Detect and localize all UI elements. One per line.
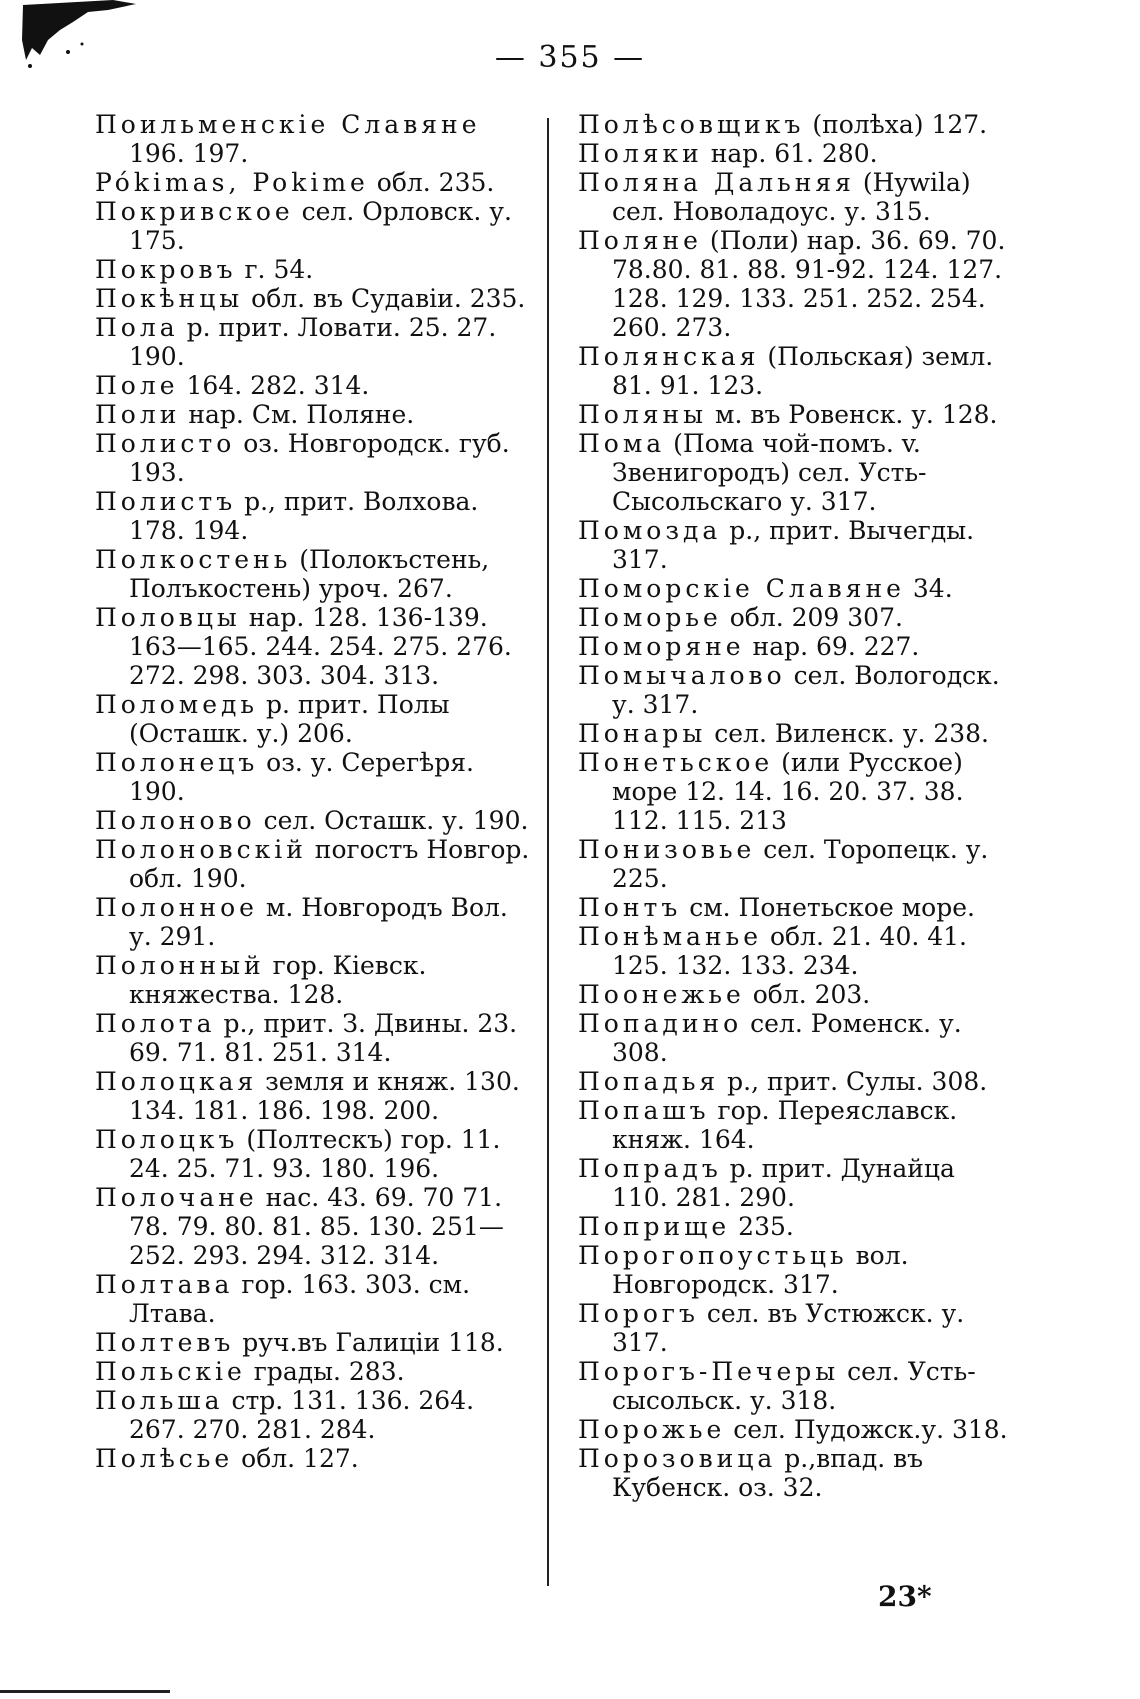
index-entry-references: земля и княж. 130. 134. 181. 186. 198. 200. [129,1067,520,1125]
index-entry [578,516,1008,574]
index-entry-headword: Полоцкая [95,1067,258,1096]
index-entry [578,719,1008,748]
index-entry [95,197,535,255]
index-entry-references: обл. въ Судавіи. 235. [243,284,526,313]
index-entry [95,400,535,429]
index-entry-references: (Поли) нар. 36. 69. 70. 78.80. 81. 88. 91-92. 124. 127. 128. 129. 133. 251. 252. 254. 260. 273. [612,226,1006,342]
index-entry-references: см. Понетьское море. [681,893,975,922]
index-entry-headword: Попадино [578,1009,743,1038]
index-entry-headword: Понетьское [578,748,774,777]
index-entry [95,806,535,835]
index-entry [578,632,1008,661]
index-entry-references: (Пома чой-помъ. v. Звенигородъ) сел. Усть-Сысольскаго у. 317. [612,429,927,516]
index-entry-references: р., прит. З. Двины. 23. 69. 71. 81. 251. 314. [129,1009,518,1067]
index-entry [95,748,535,806]
index-entry [578,1415,1008,1444]
index-entry-headword: Польша [95,1386,224,1415]
index-entry-references: р., прит. Волхова. 178. 194. [129,487,479,545]
index-entry [578,110,1008,139]
index-entry-references: нар. 69. 227. [744,632,920,661]
index-entry-headword: Полоновскій [95,835,307,864]
index-entry-references: сел. Вологодск. у. 317. [612,661,1000,719]
index-entry [95,371,535,400]
index-entry-headword: Поляки [578,139,703,168]
index-entry-headword: Полоцкъ [95,1125,239,1154]
index-entry-headword: Поморскіе Славяне [578,574,905,603]
index-entry-headword: Понизовье [578,835,756,864]
index-entry [95,951,535,1009]
page-number: — 355 — [494,40,646,75]
index-entry-references: р. прит. Ловати. 25. 27. 190. [129,313,497,371]
index-entry [95,1386,535,1444]
index-entry-references: сел. Роменск. у. 308. [612,1009,962,1067]
index-entry-headword: Полтевъ [95,1328,235,1357]
column-divider [547,118,549,1586]
index-entry-references: сел. Усть-сысольск. у. 318. [612,1357,976,1415]
index-entry-references: гор. 163. 303. см. Лтава. [129,1270,471,1328]
index-entry-headword: Полонецъ [95,748,259,777]
index-entry-headword: Поломедь [95,690,259,719]
index-entry-headword: Поильменскіе Славяне [95,110,481,139]
index-entry [578,400,1008,429]
index-entry [578,168,1008,226]
index-entry-references: р.,впад. въ Кубенск. оз. 32. [612,1444,924,1502]
index-entry-references: (Польская) земл. 81. 91. 123. [612,342,994,400]
index-entry [95,168,535,197]
index-entry-references: (полѣха) 127. [804,110,988,139]
index-entry [578,1357,1008,1415]
index-entry-headword: Полонное [95,893,258,922]
index-entry-headword: Полонный [95,951,265,980]
index-entry-references: оз. Новгородск. губ. 193. [129,429,510,487]
index-entry [95,1183,535,1270]
index-entry-headword: Поприще [578,1212,731,1241]
index-entry-references: стр. 131. 136. 264. 267. 270. 281. 284. [129,1386,475,1444]
index-entry [578,893,1008,922]
index-entry [95,893,535,951]
index-entry [95,284,535,313]
index-entry [95,690,535,748]
index-entry-references: сел. Осташк. у. 190. [255,806,529,835]
index-entry [578,1212,1008,1241]
index-entry [95,313,535,371]
index-entry-headword: Помычалово [578,661,786,690]
index-entry [578,1096,1008,1154]
index-entry-references: р. прит. Полы (Осташк. у.) 206. [129,690,450,748]
index-entry [95,1270,535,1328]
index-entry-references: р., прит. Вычегды. 317. [612,516,975,574]
index-entry-headword: Поонежье [578,980,745,1009]
index-entry [578,922,1008,980]
index-entry [578,226,1008,342]
index-entry-references: обл. 127. [233,1444,359,1473]
index-entry [578,574,1008,603]
index-entry-headword: Понтъ [578,893,682,922]
index-entry-headword: Попрадъ [578,1154,722,1183]
index-entry [95,487,535,545]
index-entry-references: г. 54. [236,255,314,284]
index-entry-headword: Порогъ [578,1299,699,1328]
index-entry-references: (Hywila) сел. Новоладоус. у. 315. [612,168,971,226]
index-entry-references: обл. 203. [744,980,871,1009]
index-column-left [95,110,535,1473]
index-entry [578,1241,1008,1299]
index-entry-headword: Понары [578,719,707,748]
index-entry [578,603,1008,632]
index-entry [95,255,535,284]
index-entry-headword: Поляна Дальняя [578,168,855,197]
index-entry-references: гор. Кіевск. княжества. 128. [129,951,427,1009]
index-entry-references: нар. 61. 280. [702,139,878,168]
index-entry-headword: Полота [95,1009,216,1038]
index-entry-headword: Попадья [578,1067,720,1096]
index-entry [578,748,1008,835]
index-entry-references: сел. Пудожск.у. 318. [725,1415,1008,1444]
index-entry-references: погостъ Новгор. обл. 190. [129,835,530,893]
index-entry-references: (Полтескъ) гор. 11. 24. 25. 71. 93. 180. 196. [129,1125,501,1183]
index-entry [95,1067,535,1125]
index-entry [95,603,535,690]
index-entry-headword: Пола [95,313,179,342]
index-entry [578,1009,1008,1067]
index-entry [578,429,1008,516]
index-entry-headword: Поморяне [578,632,745,661]
index-entry-references: нар. 128. 136-139. 163—165. 244. 254. 275. 276. 272. 298. 303. 304. 313. [129,603,512,690]
index-entry-headword: Порожье [578,1415,726,1444]
index-entry [95,835,535,893]
index-entry-references: оз. у. Серегѣря. 190. [129,748,474,806]
index-entry [95,110,535,168]
index-entry-references: сел. Виленск. у. 238. [706,719,990,748]
index-entry-headword: Польскіе [95,1357,246,1386]
index-entry-headword: Полочане [95,1183,258,1212]
index-entry-headword: Поморье [578,603,722,632]
index-entry-references: обл. 21. 40. 41. 125. 132. 133. 234. [612,922,968,980]
index-entry-references: нар. См. Поляне. [180,400,415,429]
index-entry-references: сел. Орловск. у. 175. [129,197,512,255]
index-entry-headword: Пома [578,429,666,458]
index-entry-headword: Поле [95,371,179,400]
index-entry-headword: Попашъ [578,1096,710,1125]
index-entry-references: вол. Новгородск. 317. [612,1241,909,1299]
index-entry [578,835,1008,893]
index-entry-headword: Порозовица [578,1444,777,1473]
index-entry-headword: Полистъ [95,487,237,516]
index-entry-headword: Половцы [95,603,241,632]
index-entry-headword: Полоново [95,806,256,835]
index-entry [578,980,1008,1009]
index-entry-references: сел. Торопецк. у. 225. [612,835,989,893]
bottom-rule [0,1690,170,1693]
index-entry-references: (или Русское) море 12. 14. 16. 20. 37. 38. 112. 115. 213 [612,748,964,835]
index-entry-references: р., прит. Сулы. 308. [719,1067,988,1096]
index-column-right [578,110,1008,1502]
index-entry-headword: Поли [95,400,181,429]
index-entry-headword: Полкостень [95,545,292,574]
index-entry-headword: Покровъ [95,255,237,284]
index-entry-references: м. Новгородъ Вол. у. 291. [129,893,508,951]
index-entry-references: м. въ Ровенск. у. 128. [707,400,998,429]
index-entry [95,429,535,487]
index-entry-headword: Полѣсье [95,1444,234,1473]
index-entry-headword: Покривское [95,197,294,226]
index-entry [95,545,535,603]
index-entry-references: сел. въ Устюжск. у. 317. [612,1299,965,1357]
index-entry [578,1299,1008,1357]
index-entry-references: обл. 235. [368,168,495,197]
index-entry-headword: Полѣсовщикъ [578,110,805,139]
index-entry [95,1357,535,1386]
index-entry [578,1444,1008,1502]
index-entry-references: обл. 209 307. [721,603,903,632]
index-entry-headword: Понѣманье [578,922,763,951]
index-entry [578,1067,1008,1096]
index-entry-references: руч.въ Галиціи 118. [234,1328,504,1357]
index-entry-headword: Полисто [95,429,236,458]
index-entry-references: 235. [730,1212,794,1241]
index-entry-references: гор. Переяславск. княж. 164. [612,1096,958,1154]
index-entry-references: 164. 282. 314. [178,371,370,400]
index-entry-headword: Порогопоустьць [578,1241,848,1270]
index-entry [95,1009,535,1067]
index-entry-headword: Покѣнцы [95,284,244,313]
index-entry-headword: Полянская [578,342,760,371]
index-entry [578,661,1008,719]
index-entry-references: 196. 197. [129,139,249,168]
index-entry [578,139,1008,168]
index-entry-headword: Порогъ-Печеры [578,1357,840,1386]
index-entry [95,1125,535,1183]
index-entry-headword: Поляны [578,400,708,429]
index-entry-references: 34. [904,574,953,603]
index-entry-references: грады. 283. [245,1357,405,1386]
index-entry-headword: Помозда [578,516,722,545]
index-entry-references: (Полокъстень, Полъкостень) уроч. 267. [129,545,490,603]
index-entry-headword: Pókimas, Pokime [95,168,369,197]
index-entry-references: р. прит. Дунайца 110. 281. 290. [612,1154,955,1212]
index-entry-headword: Полтава [95,1270,234,1299]
index-entry [578,342,1008,400]
index-entry-references: нас. 43. 69. 70 71. 78. 79. 80. 81. 85. 130. 251—252. 293. 294. 312. 314. [129,1183,504,1270]
signature-mark: 23* [878,1580,932,1613]
index-entry [95,1444,535,1473]
index-entry [95,1328,535,1357]
index-entry [578,1154,1008,1212]
index-entry-headword: Поляне [578,226,702,255]
